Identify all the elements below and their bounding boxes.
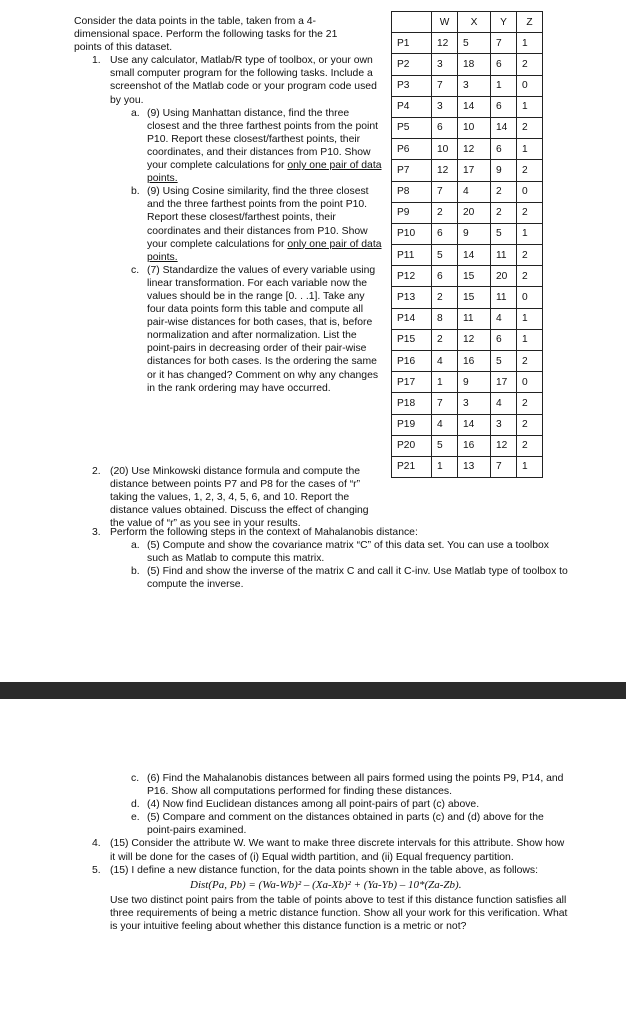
table-cell: 10 xyxy=(432,139,458,160)
table-cell: 12 xyxy=(491,435,517,456)
table-cell: 2 xyxy=(517,245,543,266)
table-cell: 2 xyxy=(491,181,517,202)
table-cell: 2 xyxy=(517,393,543,414)
table-cell: 1 xyxy=(517,456,543,477)
table-cell: 9 xyxy=(458,372,491,393)
table-cell: P4 xyxy=(392,96,432,117)
table-cell: P2 xyxy=(392,54,432,75)
question-1 xyxy=(74,54,384,106)
table-cell: 6 xyxy=(432,223,458,244)
table-cell: W xyxy=(432,12,458,33)
table-cell: 2 xyxy=(517,202,543,223)
question-3b-text: (5) Find and show the inverse of the matrix C and call it C-inv. Use Matlab type of toolbox to compute the inverse. xyxy=(147,566,568,591)
distance-formula: Dist(Pa, Pb) = (Wa-Wb)² – (Xa-Xb)² + (Ya-Yb) – 10*(Za-Zb). xyxy=(190,878,462,891)
table-cell: P21 xyxy=(392,456,432,477)
table-cell: 5 xyxy=(432,245,458,266)
table-cell: 7 xyxy=(491,456,517,477)
table-cell: 0 xyxy=(517,287,543,308)
question-3d-label: d. xyxy=(131,799,140,811)
table-cell: 0 xyxy=(517,181,543,202)
question-3c-text: (6) Find the Mahalanobis distances between all pairs formed using the points P9, P14, and P16. Show all computations performed for finding these distances. xyxy=(147,773,564,798)
table-cell: 3 xyxy=(458,75,491,96)
question-3a-label: a. xyxy=(131,540,140,552)
table-cell: 2 xyxy=(517,54,543,75)
question-3e-label: e. xyxy=(131,812,140,824)
table-cell: 14 xyxy=(458,96,491,117)
table-cell: P6 xyxy=(392,139,432,160)
table-cell: 15 xyxy=(458,287,491,308)
question-3c-label: c. xyxy=(131,773,140,784)
table-cell: 14 xyxy=(458,414,491,435)
table-cell: 20 xyxy=(491,266,517,287)
table-cell: P12 xyxy=(392,266,432,287)
table-cell: 2 xyxy=(517,266,543,287)
table-cell: 6 xyxy=(491,329,517,350)
table-cell: 3 xyxy=(432,96,458,117)
table-cell: 2 xyxy=(491,202,517,223)
question-4 xyxy=(92,837,570,863)
table-cell: 2 xyxy=(432,329,458,350)
question-1a xyxy=(74,107,384,186)
question-2 xyxy=(92,465,380,530)
table-cell: 1 xyxy=(517,223,543,244)
question-5-number: 5. xyxy=(92,864,101,876)
table-cell: 10 xyxy=(458,117,491,138)
table-cell: 7 xyxy=(432,393,458,414)
table-header-row xyxy=(392,12,543,33)
table-cell: 0 xyxy=(517,372,543,393)
table-cell: X xyxy=(458,12,491,33)
table-cell: Y xyxy=(491,12,517,33)
table-cell: 14 xyxy=(491,117,517,138)
question-1b-label: b. xyxy=(131,186,140,198)
table-cell: 12 xyxy=(458,139,491,160)
table-cell: P16 xyxy=(392,351,432,372)
table-cell: 12 xyxy=(458,329,491,350)
question-3e-text: (5) Compare and comment on the distances obtained in parts (c) and (d) above for the point-pairs examined. xyxy=(147,812,544,837)
table-cell: P14 xyxy=(392,308,432,329)
page-two xyxy=(0,699,626,1024)
table-row xyxy=(392,393,543,414)
table-cell: 1 xyxy=(517,329,543,350)
table-cell: 1 xyxy=(517,308,543,329)
table-cell: 6 xyxy=(491,54,517,75)
table-row xyxy=(392,308,543,329)
table-cell: 1 xyxy=(517,33,543,54)
question-2-text: (20) Use Minkowski distance formula and compute the distance between points P7 and P8 for the cases of “r” taking the values, 1, 2, 3, 4, 5, 6, and 10. Report the distance values obtained. Discuss the effect of changing the value of “r” as you see in your results. xyxy=(110,466,369,530)
table-cell: 7 xyxy=(432,181,458,202)
table-cell: 1 xyxy=(517,96,543,117)
table-cell: 16 xyxy=(458,351,491,372)
table-cell: 14 xyxy=(458,245,491,266)
table-cell: 1 xyxy=(491,75,517,96)
table-cell: P10 xyxy=(392,223,432,244)
table-cell: P9 xyxy=(392,202,432,223)
table-cell: 4 xyxy=(432,414,458,435)
table-cell: 16 xyxy=(458,435,491,456)
question-4-text: (15) Consider the attribute W. We want to make three discrete intervals for this attribute. Show how it will be done for the cases of (i) Equal width partition, and (ii) Equal frequency partition. xyxy=(110,838,565,863)
table-cell: 2 xyxy=(432,287,458,308)
table-cell: 17 xyxy=(491,372,517,393)
table-row xyxy=(392,54,543,75)
question-1b-underlined: only one pair of data points. xyxy=(147,238,382,263)
table-cell: 12 xyxy=(432,160,458,181)
table-cell: 3 xyxy=(491,414,517,435)
table-row xyxy=(392,181,543,202)
table-cell: 12 xyxy=(432,33,458,54)
table-row xyxy=(392,287,543,308)
table-row xyxy=(392,75,543,96)
table-cell: P5 xyxy=(392,117,432,138)
table-row xyxy=(392,139,543,160)
table-cell: 5 xyxy=(491,223,517,244)
table-cell: 6 xyxy=(491,96,517,117)
table-row xyxy=(392,117,543,138)
table-cell: P8 xyxy=(392,181,432,202)
table-cell: P19 xyxy=(392,414,432,435)
table-cell: 5 xyxy=(458,33,491,54)
table-row xyxy=(392,435,543,456)
page-two-content xyxy=(92,772,570,933)
table-row xyxy=(392,266,543,287)
question-3d xyxy=(110,798,570,811)
table-cell: 15 xyxy=(458,266,491,287)
question-3b xyxy=(110,565,570,591)
question-3c xyxy=(110,772,570,798)
question-1c xyxy=(74,264,384,395)
table-cell: 2 xyxy=(517,160,543,181)
question-3b-label: b. xyxy=(131,566,140,578)
table-cell: 6 xyxy=(491,139,517,160)
intro-paragraph: Consider the data points in the table, taken from a 4-dimensional space. Perform the following tasks for the 21 points of this dataset. xyxy=(74,16,338,54)
table-cell: 5 xyxy=(432,435,458,456)
table-row xyxy=(392,245,543,266)
table-cell: P13 xyxy=(392,287,432,308)
table-row xyxy=(392,33,543,54)
table-row xyxy=(392,414,543,435)
table-cell xyxy=(392,12,432,33)
table-cell: P3 xyxy=(392,75,432,96)
question-1c-text: (7) Standardize the values of every variable using linear transformation. For each variable now the values should be in the range [0. . .1]. Take any four data points form this table and compute all pair-wise distances for both cases, that is, before normalization and after normalization. List the point-pairs in decreasing order of their pair-wise distances for both cases. Is the ordering the same or it has changed? Comment on why any changes in the rank ordering may have occurred. xyxy=(147,264,379,394)
table-cell: Z xyxy=(517,12,543,33)
table-row xyxy=(392,329,543,350)
question-4-number: 4. xyxy=(92,838,101,850)
question-3-text: Perform the following steps in the context of Mahalanobis distance: xyxy=(110,527,418,538)
table-cell: P1 xyxy=(392,33,432,54)
table-row xyxy=(392,96,543,117)
table-cell: 6 xyxy=(432,117,458,138)
table-cell: P7 xyxy=(392,160,432,181)
table-cell: 8 xyxy=(432,308,458,329)
table-cell: P11 xyxy=(392,245,432,266)
question-1c-label: c. xyxy=(131,264,140,276)
table-cell: 18 xyxy=(458,54,491,75)
table-cell: 11 xyxy=(491,287,517,308)
question-3a xyxy=(110,539,570,565)
table-cell: P15 xyxy=(392,329,432,350)
question-1b-text: (9) Using Cosine similarity, find the three closest and the three farthest points from the point P10. Report these closest/farthest points, their coordinates and their distances from P10. Show your complete calculations for xyxy=(147,186,369,250)
table-cell: 6 xyxy=(432,266,458,287)
question-3d-text: (4) Now find Euclidean distances among all point-pairs of part (c) above. xyxy=(147,799,480,811)
page-separator-bar xyxy=(0,682,626,699)
question-3a-text: (5) Compute and show the covariance matrix “C” of this data set. You can use a toolbox such as Matlab to compute this matrix. xyxy=(147,540,549,565)
question-3-number: 3. xyxy=(92,527,101,538)
table-row xyxy=(392,202,543,223)
question-1a-underlined: only one pair of data points. xyxy=(147,160,382,185)
table-cell: 13 xyxy=(458,456,491,477)
question-5-text: (15) I define a new distance function, for the data points shown in the table above, as follows: xyxy=(110,864,539,876)
table-cell: 4 xyxy=(458,181,491,202)
question-3 xyxy=(92,526,570,591)
table-cell: 1 xyxy=(517,139,543,160)
table-row xyxy=(392,351,543,372)
table-cell: 4 xyxy=(491,308,517,329)
table-cell: 7 xyxy=(491,33,517,54)
question-1b xyxy=(74,185,384,264)
data-points-table-body xyxy=(392,12,543,478)
question-1-number: 1. xyxy=(92,55,101,67)
question-2-number: 2. xyxy=(92,466,101,477)
table-cell: 9 xyxy=(458,223,491,244)
question-3e xyxy=(110,811,570,837)
table-cell: 0 xyxy=(517,75,543,96)
table-row xyxy=(392,160,543,181)
table-row xyxy=(392,223,543,244)
question-text-column xyxy=(74,15,384,395)
table-cell: 4 xyxy=(432,351,458,372)
table-cell: 5 xyxy=(491,351,517,372)
table-cell: 3 xyxy=(458,393,491,414)
table-row xyxy=(392,456,543,477)
table-row xyxy=(392,372,543,393)
table-cell: 2 xyxy=(517,414,543,435)
table-cell: 2 xyxy=(517,351,543,372)
data-points-table xyxy=(391,11,543,478)
table-cell: P18 xyxy=(392,393,432,414)
table-cell: 17 xyxy=(458,160,491,181)
table-cell: P20 xyxy=(392,435,432,456)
table-cell: 11 xyxy=(458,308,491,329)
table-cell: 2 xyxy=(432,202,458,223)
question-1-text: Use any calculator, Matlab/R type of toolbox, or your own small computer program for the following tasks. Include a screenshot of the Matlab code or your program code used by you. xyxy=(110,55,377,106)
question-1a-label: a. xyxy=(131,107,140,119)
table-cell: 3 xyxy=(432,54,458,75)
question-5 xyxy=(92,864,570,933)
table-cell: P17 xyxy=(392,372,432,393)
table-cell: 2 xyxy=(517,435,543,456)
table-cell: 20 xyxy=(458,202,491,223)
table-cell: 9 xyxy=(491,160,517,181)
question-5-continuation: Use two distinct point pairs from the table of points above to test if this distance function satisfies all three requirements of being a metric distance function. Show all your work for this verification. What is your intuitive feeling about whether this distance function is a metric or not? xyxy=(110,894,568,933)
table-cell: 11 xyxy=(491,245,517,266)
table-cell: 2 xyxy=(517,117,543,138)
question-1a-text: (9) Using Manhattan distance, find the three closest and the three farthest points from the point P10. Report these closest/farthest points, their coordinates, and their distances from P10. Show your complete calculations for xyxy=(147,107,379,172)
table-cell: 1 xyxy=(432,372,458,393)
table-cell: 4 xyxy=(491,393,517,414)
table-cell: 1 xyxy=(432,456,458,477)
table-cell: 7 xyxy=(432,75,458,96)
